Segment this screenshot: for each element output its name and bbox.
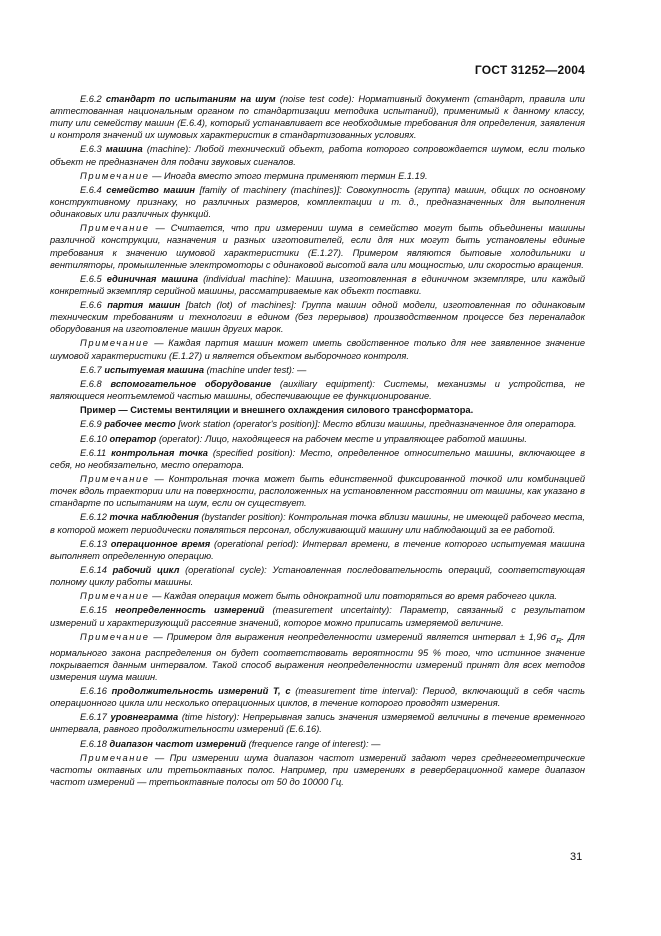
note-paragraph: Примечание — Примером для выражения неопределенности измерений является интервал ± 1,96 $\sigma_R$. Для нормального закона распределения он будет соответствовать вероятности 95 % того, что истинное значение покрывается данным интервалом. Такой способ выражения неопределенности измерений принят для всех методов измерения шума машин.	[50, 631, 586, 682]
paragraph-e617: Е.6.17 уровнеграмма (time history): Непрерывная запись значения измеряемой величины в течение временного интервала, равного продолжительности измерений (Е.6.16).	[50, 712, 585, 735]
paragraph-e614: Е.6.14 рабочий цикл (operational cycle): Установленная последовательность операций, соответствующая полному циклу работы машины.	[50, 564, 585, 588]
paragraph-e610: Е.6.10 оператор (operator): Лицо, находящееся на рабочем месте и управляющее работой машины.	[80, 433, 527, 444]
paragraph-e64: Е.6.4 семейство машин [family of machinery (machines)]: Совокупность (группа) машин, общих по основному конструктивному признаку, но различных размеров, комплектации и т. д., предназначенных для выполнения одинаковых или различных функций.	[50, 184, 585, 220]
page-number: 31	[570, 851, 583, 863]
note-paragraph: Примечание — Каждая партия машин может иметь свойственное только для нее заявленное значение шумовой характеристики (Е.1.27) и является объектом выборочного контроля.	[50, 338, 585, 361]
paragraph-e69: Е.6.9 рабочее место [work station (operator's position)]: Место вблизи машины, предназначенное для оператора.	[80, 419, 577, 430]
paragraph-e612: Е.6.12 точка наблюдения (bystander position): Контрольная точка вблизи машины, не имеющей рабочего места, в которой может периодически появляться персонал, обслуживающий машину или наблюдающий за ее работой.	[50, 512, 585, 535]
paragraph-e611: Е.6.11 контрольная точка (specified position): Место, определенное относительно машины, включающее в себя, но необязательно, место оператора.	[50, 447, 585, 470]
document-id-header: ГОСТ 31252—2004	[474, 63, 585, 77]
paragraph-e65: Е.6.5 единичная машина (individual machine): Машина, изготовленная в единичном экземпляре, или каждый конкретный экземпляр серийной машины, рассматриваемые как объект поставки.	[50, 273, 585, 296]
paragraph-e62: Е.6.2 стандарт по испытаниям на шум (noise test code): Нормативный документ (стандарт, правила или аттестованная национальным органом по стандартизации методика испытаний), применимый к данному классу, типу или семейству машин (Е.6.4), который устанавливает все необходимые требования для определения, заявления и контроля значений их шумовых характеристик в стандартизованных условиях.	[50, 94, 585, 141]
paragraph-e615: Е.6.15 неопределенность измерений (measurement uncertainty): Параметр, связанный с результатом измерений и характеризующий рассеяние значений, которое можно приписать измеряемой величине.	[50, 605, 585, 628]
paragraph-e67: Е.6.7 испытуемая машина (machine under test): —	[80, 364, 307, 375]
note-paragraph: Примечание — Иногда вместо этого термина применяют термин Е.1.19.	[80, 170, 428, 181]
note-paragraph: Примечание — Контрольная точка может быть единственной фиксированной точкой или комбинацией точек вдоль траектории или на поверхности, расположенных на установленном расстоянии от машины, как указано в стандарте по испытаниям на шум, если он существует.	[50, 474, 585, 509]
note-paragraph: Примечание — При измерении шума диапазон частот измерений задают через среднегеометрические частоты октавных или третьоктавных полос. Например, при измерениях в реверберационной камере диапазон частот измерений — третьоктавные полосы от 50 до 10000 Гц.	[50, 752, 585, 787]
example-paragraph: Пример — Системы вентиляции и внешнего охлаждения силового трансформатора.	[80, 405, 474, 416]
paragraph-e68: Е.6.8 вспомогательное оборудование (auxiliary equipment): Системы, механизмы и устройства, не являющиеся неотъемлемой частью машины, обеспечивающие ее функционирование.	[50, 378, 585, 401]
paragraph-e66: Е.6.6 партия машин [batch (lot) of machines]: Группа машин одной модели, изготовленная по одинаковым техническим требованиям и технологии в едином (без перерывов) производственном процессе без переналадок оборудования на изготовление машин других марок.	[50, 300, 585, 335]
paragraph-e63: Е.6.3 машина (machine): Любой технический объект, работа которого сопровождается шумом, если только объект не предназначен для подачи звуковых сигналов.	[50, 144, 585, 167]
paragraph-e613: Е.6.13 операционное время (operational period): Интервал времени, в течение которого испытуемая машина выполняет определенную операцию.	[50, 538, 585, 561]
paragraph-e618: Е.6.18 диапазон частот измерений (frequence range of interest): —	[80, 738, 381, 749]
paragraph-e616: Е.6.16 продолжительность измерений T, с (measurement time interval): Период, включающий в себя часть операционного цикла или несколько операционных циклов, в течение которого проводят измерения.	[50, 686, 586, 709]
note-paragraph: Примечание — Каждая операция может быть однократной или повторяться во время рабочего цикла.	[80, 591, 557, 602]
note-paragraph: Примечание — Считается, что при измерении шума в семейство могут быть объединены машины различной конструкции, назначения и разных изготовителей, если для них могут быть установлены единые требования к значению шумовой характеристики (Е.1.27). Примером являются бытовые холодильники и вентиляторы, промышленные электромоторы с одинаковой высотой вала или мощностью, или скоростью вращения.	[50, 223, 585, 270]
page-body	[50, 93, 585, 790]
